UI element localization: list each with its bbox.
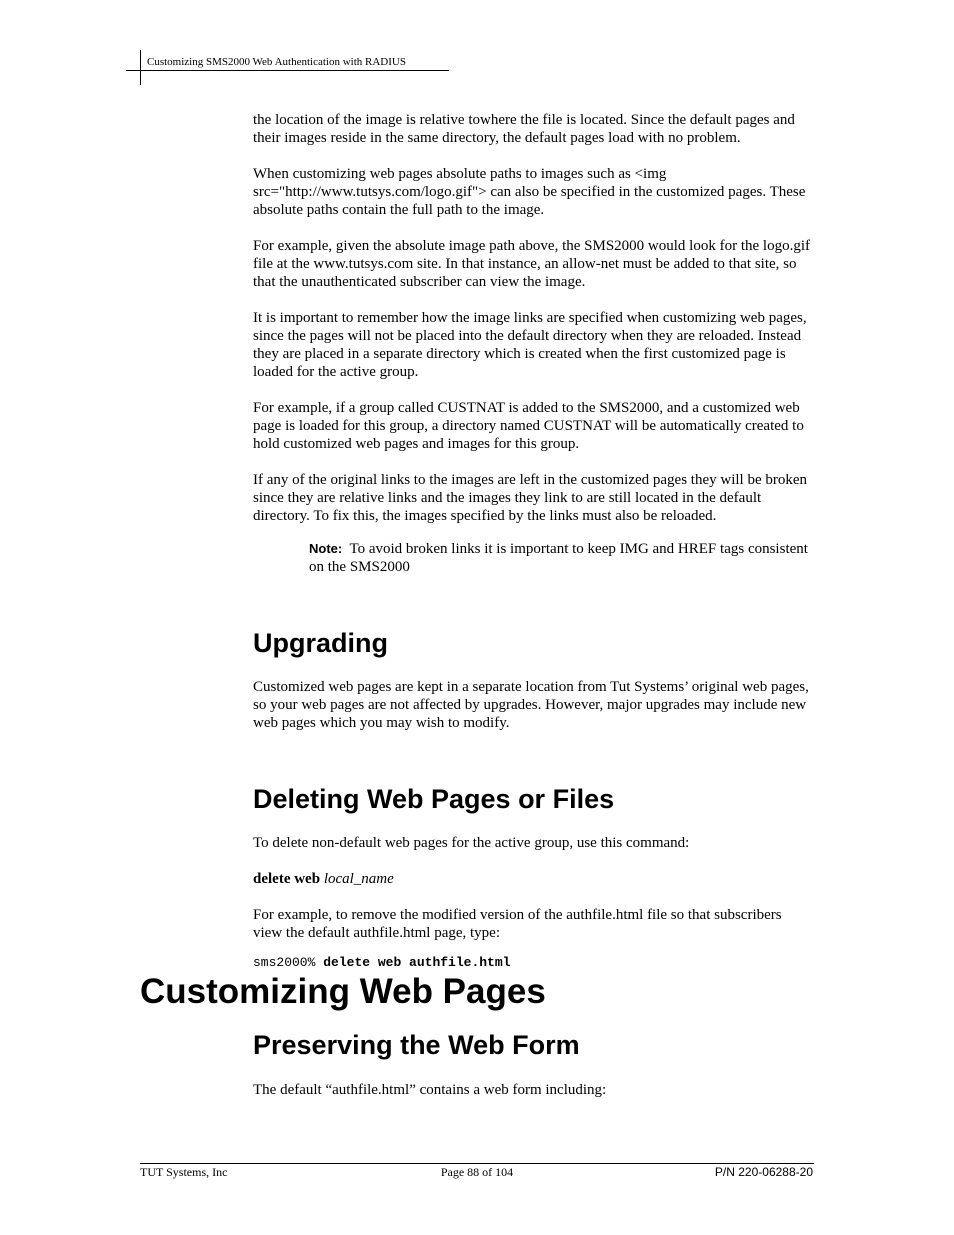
footer-company: TUT Systems, Inc — [140, 1165, 228, 1179]
header-rule — [126, 70, 449, 71]
paragraph-remember-links: It is important to remember how the image links are specified when customizing web pages, since the pages will not be placed into the default directory when they are reloaded. Instead they are placed in a separate directory which is created when the first customized page is loaded for the active group. — [253, 310, 807, 380]
paragraph-delete-intro: To delete non-default web pages for the active group, use this command: — [253, 835, 690, 851]
command-syntax — [253, 870, 813, 888]
note-label: Note: — [309, 541, 343, 556]
crop-mark-vertical — [140, 50, 141, 85]
code-example — [253, 955, 813, 971]
heading-deleting: Deleting Web Pages or Files — [253, 784, 615, 814]
running-header: Customizing SMS2000 Web Authentication with RADIUS — [147, 56, 406, 68]
heading-preserving-web-form: Preserving the Web Form — [253, 1030, 580, 1060]
paragraph-delete-example: For example, to remove the modified version of the authfile.html file so that subscribers view the default authfile.html page, type: — [253, 907, 782, 941]
paragraph-example-custnat: For example, if a group called CUSTNAT is added to the SMS2000, and a customized web page is loaded for this group, a directory named CUSTNAT will be automatically created to hold customized web pages and images for this group. — [253, 400, 804, 452]
paragraph-broken-links: If any of the original links to the images are left in the customized pages they will be broken since they are relative links and the images they link to are still located in the default directory. To fix this, the images specified by the links must also be reloaded. — [253, 472, 808, 524]
footer-page-number: Page 88 of 104 — [440, 1165, 514, 1179]
note-text: To avoid broken links it is important to keep IMG and HREF tags consistent on the SMS2000 — [309, 541, 808, 575]
note-block — [309, 540, 809, 576]
paragraph-example-absolute: For example, given the absolute image path above, the SMS2000 would look for the logo.gif file at the www.tutsys.com site. In that instance, an allow-net must be added to that site, so that the unauthenticated subscriber can view the image. — [253, 238, 810, 290]
heading-upgrading: Upgrading — [253, 628, 388, 658]
footer-rule — [140, 1163, 814, 1164]
command-argument: local_name — [323, 871, 394, 887]
command-keyword: delete web — [253, 871, 321, 887]
heading-customizing-web-pages: Customizing Web Pages — [140, 972, 546, 1011]
paragraph-absolute-paths: When customizing web pages absolute paths to images such as <img src="http://www.tutsys.com/logo.gif"> can also be specified in the customized pages. These absolute paths contain the full path to the image. — [253, 166, 806, 218]
shell-prompt: sms2000% — [253, 955, 316, 970]
paragraph-relative-location: the location of the image is relative towhere the file is located. Since the default pages and their images reside in the same directory, the default pages load with no problem. — [253, 112, 795, 146]
example-command: delete web authfile.html — [323, 955, 511, 970]
footer-part-number: P/N 220-06288-20 — [714, 1165, 813, 1179]
paragraph-upgrading: Customized web pages are kept in a separate location from Tut Systems’ original web pages, so your web pages are not affected by upgrades. However, major upgrades may include new web pages which you may wish to modify. — [253, 679, 809, 731]
paragraph-preserving: The default “authfile.html” contains a web form including: — [253, 1082, 607, 1098]
